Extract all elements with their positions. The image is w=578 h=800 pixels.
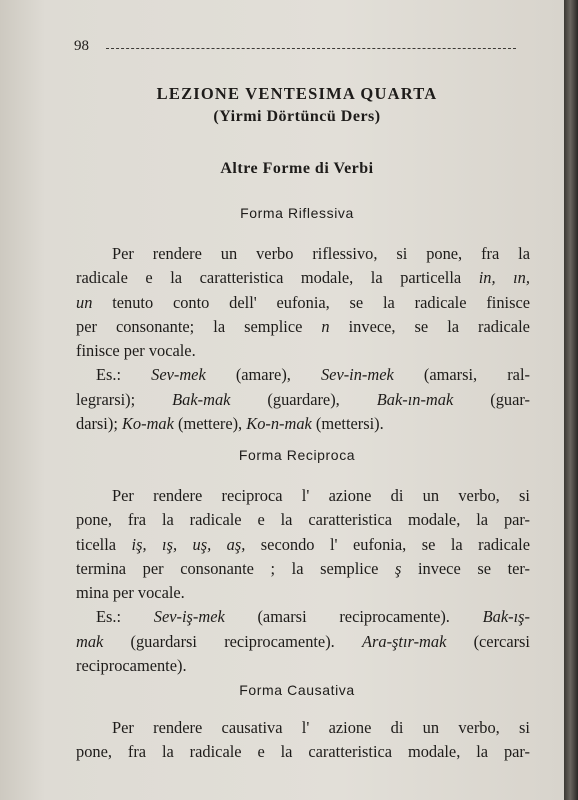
paragraph-riflessiva <box>76 242 530 436</box>
paragraph-causativa <box>76 716 530 765</box>
heading-forma-riflessiva: Forma Riflessiva <box>240 205 354 221</box>
text-line: Es.: Sev-mek (amare), Sev-in-mek (amarsi, ral- <box>96 365 530 385</box>
text-line: termina per consonante ; la semplice ş invece se ter- <box>76 558 530 578</box>
text-line: un tenuto conto dell' eufonia, se la radicale finisce <box>76 292 531 312</box>
text-line: Es.: Sev-iş-mek (amarsi reciprocamente). Bak-ış- <box>96 607 530 627</box>
text-line: legrarsi); Bak-mak (guardare), Bak-ın-mak (guar- <box>76 389 530 409</box>
text-line: radicale e la caratteristica modale, la particella in, ın, <box>76 268 530 288</box>
text-line: Per rendere reciproca l' azione di un verbo, si <box>112 486 530 505</box>
text-line: mak (guardarsi reciprocamente). Ara-ştır-mak (cercarsi <box>76 631 530 651</box>
text-line: per consonante; la semplice n invece, se la radicale <box>76 316 530 336</box>
section-title: Altre Forme di Verbi <box>220 160 374 177</box>
text-line: ticella iş, ış, uş, aş, secondo l' eufonia, se la radicale <box>76 534 530 554</box>
page-number: 98 <box>74 38 89 54</box>
paragraph-reciproca <box>76 484 530 678</box>
lesson-title: LEZIONE VENTESIMA QUARTA <box>156 84 438 103</box>
text-line: finisce per vocale. <box>76 341 196 361</box>
text-line: pone, fra la radicale e la caratteristica modale, la par- <box>76 510 530 530</box>
lesson-subtitle: (Yirmi Dörtüncü Ders) <box>213 108 381 125</box>
header-rule <box>106 48 516 49</box>
text-line: darsi); Ko-mak (mettere), Ko-n-mak (mettersi). <box>76 414 384 434</box>
text-line: mina per vocale. <box>76 583 185 603</box>
text-line: pone, fra la radicale e la caratteristica modale, la par- <box>76 742 530 762</box>
book-spine-shadow <box>564 0 578 800</box>
text-line: Per rendere un verbo riflessivo, si pone, fra la <box>112 244 530 263</box>
heading-forma-causativa: Forma Causativa <box>239 682 355 698</box>
page-header <box>74 38 516 58</box>
text-line: Per rendere causativa l' azione di un verbo, si <box>112 718 530 737</box>
heading-forma-reciproca: Forma Reciproca <box>238 447 356 463</box>
text-line: reciprocamente). <box>76 656 187 676</box>
